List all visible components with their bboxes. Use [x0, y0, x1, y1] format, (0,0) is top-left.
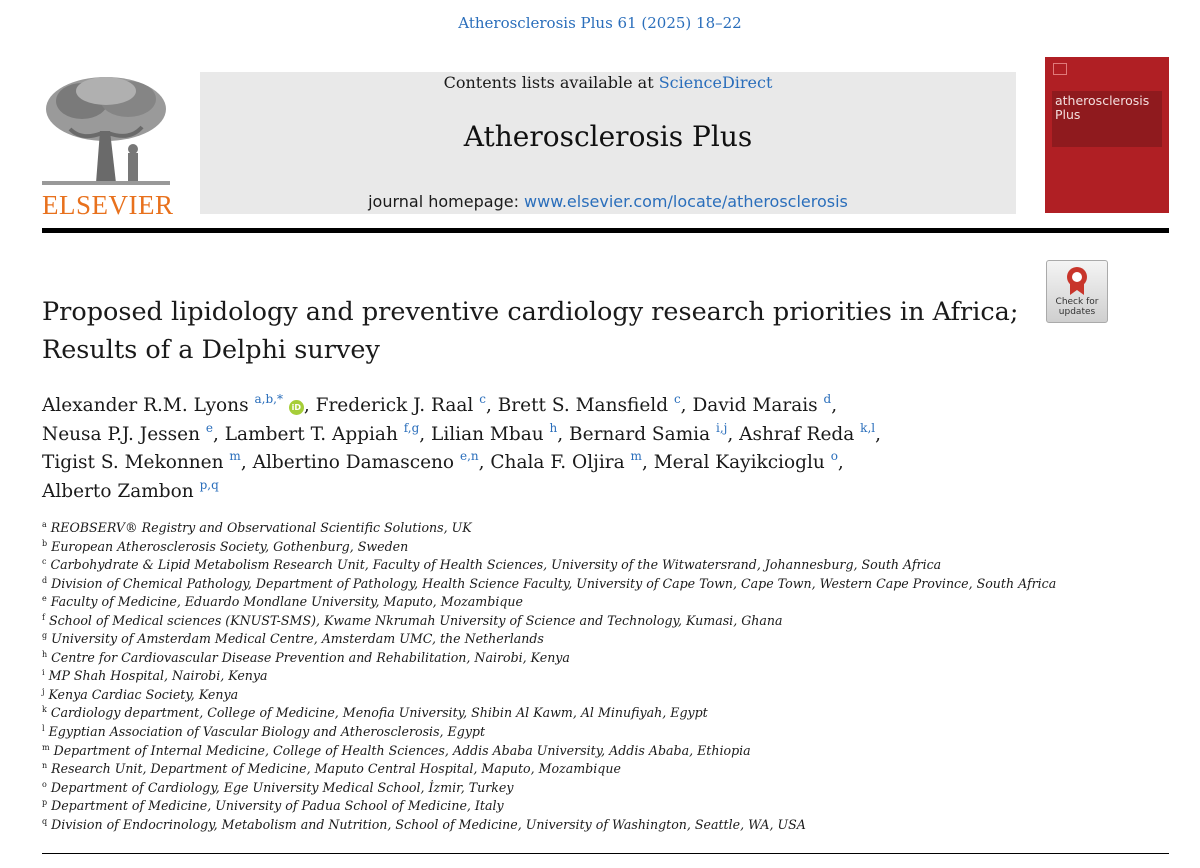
affiliation-item — [42, 667, 1162, 686]
affiliation-item — [42, 649, 1162, 668]
article-title-line-2: Results of a Delphi survey — [42, 335, 380, 365]
affiliation-key: c — [42, 557, 47, 567]
author-affiliation-link[interactable]: d — [823, 392, 832, 406]
affiliation-text: Faculty of Medicine, Eduardo Mondlane University, Maputo, Mozambique — [50, 594, 523, 610]
author-list: Alexander R.M. Lyons $^{a,b,*}$ iD , Frederick J. Raal $^c$, Brett S. Mansfield $^c$, David Marais $^d$, Neusa P.J. Jessen $^e$, Lambert T. Appiah $^{f,g}$, Lilian Mbau $^h$, Bernard Samia $^{i,j}$, Ashraf Reda $^{k,l}$, Tigist S. Mekonnen $^m$, Albertino Damasceno $^{e,n}$, Chala F. Oljira $^m$, Meral Kayikcioglu $^o$, Alberto Zambon $^{p,q}$ — [42, 392, 881, 502]
sciencedirect-link[interactable]: ScienceDirect — [658, 73, 773, 92]
affiliation-key: p — [42, 798, 48, 808]
author-affiliation-link[interactable]: c — [479, 392, 486, 406]
affiliation-key: j — [42, 686, 45, 696]
affiliation-key: h — [42, 649, 48, 659]
orcid-icon[interactable]: iD — [289, 400, 304, 415]
affiliation-item — [42, 519, 1162, 538]
author-affiliation-link[interactable]: m — [229, 449, 241, 463]
affiliation-key: o — [42, 779, 47, 789]
affiliation-key: f — [42, 612, 45, 622]
affiliation-text: MP Shah Hospital, Nairobi, Kenya — [48, 668, 268, 684]
affiliation-text: Department of Medicine, University of Padua School of Medicine, Italy — [51, 798, 504, 814]
author-affiliation-link[interactable]: e,n — [459, 449, 479, 463]
author-name[interactable]: Albertino Damasceno — [252, 452, 455, 473]
affiliation-text: European Atherosclerosis Society, Gothenburg, Sweden — [51, 538, 409, 554]
author-affiliation-link[interactable]: i,j — [716, 420, 728, 435]
contents-prefix: Contents lists available at — [443, 73, 659, 92]
journal-homepage-link[interactable]: www.elsevier.com/locate/atherosclerosis — [524, 192, 848, 211]
author-name[interactable]: Lambert T. Appiah — [224, 423, 398, 445]
affiliation-text: School of Medical sciences (KNUST-SMS), Kwame Nkrumah University of Science and Technology, Kumasi, Ghana — [48, 612, 783, 628]
affiliation-list — [42, 519, 1162, 834]
journal-title: Atherosclerosis Plus — [463, 120, 753, 153]
affiliation-key: l — [42, 724, 45, 734]
affiliation-key: m — [42, 742, 50, 752]
author-affiliation-link[interactable]: o — [830, 449, 838, 463]
affiliation-text: Kenya Cardiac Society, Kenya — [48, 686, 239, 702]
author-name[interactable]: Frederick J. Raal — [315, 395, 474, 416]
homepage-line — [200, 192, 1016, 211]
affiliation-text: Research Unit, Department of Medicine, Maputo Central Hospital, Maputo, Mozambique — [51, 761, 621, 777]
affiliation-text: Division of Endocrinology, Metabolism and Nutrition, School of Medicine, University of Washington, Seattle, WA, USA — [51, 816, 806, 832]
affiliation-text: Division of Chemical Pathology, Department of Pathology, Health Science Faculty, University of Cape Town, Cape Town, Western Cape Province, South Africa — [51, 575, 1057, 591]
affiliation-text: Cardiology department, College of Medicine, Menofia University, Shibin Al Kawm, Al Minufiyah, Egypt — [50, 705, 708, 721]
affiliation-item — [42, 612, 1162, 631]
affiliation-item — [42, 816, 1162, 835]
affiliation-key: e — [42, 594, 47, 604]
author-name[interactable]: Tigist S. Mekonnen — [42, 452, 224, 473]
badge-line-2: updates — [1058, 307, 1096, 317]
affiliation-key: g — [42, 631, 48, 641]
affiliation-item — [42, 538, 1162, 557]
affiliation-item — [42, 797, 1162, 816]
badge-line-1: Check for — [1055, 297, 1099, 307]
affiliation-key: a — [42, 520, 47, 529]
check-for-updates-button[interactable] — [1046, 260, 1108, 323]
article-title — [42, 293, 1032, 369]
author-name[interactable]: Bernard Samia — [569, 423, 711, 445]
affiliation-item — [42, 593, 1162, 612]
affiliation-key: i — [42, 668, 45, 678]
journal-cover-thumbnail[interactable] — [1045, 57, 1169, 213]
author-affiliation-link[interactable]: m — [630, 449, 642, 463]
homepage-prefix: journal homepage: — [368, 192, 525, 211]
check-for-updates-label — [1047, 297, 1107, 317]
author-name[interactable]: Brett S. Mansfield — [497, 395, 669, 416]
cover-title: atherosclerosis Plus — [1055, 93, 1150, 122]
author-affiliation-link[interactable]: h — [549, 420, 558, 435]
author-affiliation-link[interactable]: f,g — [403, 420, 420, 435]
affiliation-key: d — [42, 575, 48, 585]
affiliation-item — [42, 779, 1162, 798]
affiliation-text: Centre for Cardiovascular Disease Prevention and Rehabilitation, Nairobi, Kenya — [51, 649, 570, 665]
author-affiliation-link[interactable]: e — [205, 420, 213, 435]
author-affiliation-link[interactable]: a,b,* — [254, 392, 283, 406]
elsevier-wordmark: ELSEVIER — [42, 190, 174, 220]
affiliation-item — [42, 760, 1162, 779]
author-name[interactable]: Lilian Mbau — [431, 423, 544, 445]
author-affiliation-link[interactable]: p,q — [199, 477, 219, 492]
author-affiliation-link[interactable]: k,l — [860, 420, 876, 435]
affiliation-item — [42, 723, 1162, 742]
affiliation-key: b — [42, 538, 48, 548]
header-rule — [42, 228, 1169, 233]
affiliation-item — [42, 742, 1162, 761]
bottom-rule — [42, 853, 1169, 854]
affiliation-text: Department of Cardiology, Ege University Medical School, İzmir, Turkey — [50, 779, 514, 795]
affiliation-item — [42, 630, 1162, 649]
contents-line — [200, 73, 1016, 92]
article-title-line-1: Proposed lipidology and preventive cardiology research priorities in Africa; — [42, 297, 1019, 327]
author-name[interactable]: David Marais — [692, 395, 818, 416]
affiliation-text: REOBSERV® Registry and Observational Scientific Solutions, UK — [50, 520, 472, 535]
author-name[interactable]: Alexander R.M. Lyons — [42, 395, 249, 416]
journal-citation[interactable]: Atherosclerosis Plus 61 (2025) 18–22 — [458, 14, 742, 32]
cover-logo-icon — [1053, 63, 1067, 75]
journal-banner — [200, 72, 1016, 214]
author-name[interactable]: Alberto Zambon — [42, 480, 194, 502]
author-name[interactable]: Neusa P.J. Jessen — [42, 423, 200, 445]
affiliation-text: Carbohydrate & Lipid Metabolism Research Unit, Faculty of Health Sciences, University of the Witwatersrand, Johannesburg, South Africa — [50, 557, 942, 573]
affiliation-item — [42, 575, 1162, 594]
affiliation-text: University of Amsterdam Medical Centre, Amsterdam UMC, the Netherlands — [51, 631, 544, 647]
bookmark-ribbon-icon — [1066, 266, 1088, 296]
author-affiliation-link[interactable]: c — [673, 392, 681, 406]
affiliation-key: q — [42, 816, 48, 826]
affiliation-text: Department of Internal Medicine, College of Health Sciences, Addis Ababa University, Addis Ababa, Ethiopia — [53, 742, 751, 758]
affiliation-item — [42, 704, 1162, 723]
affiliation-key: n — [42, 761, 48, 771]
affiliation-item — [42, 556, 1162, 575]
author-name[interactable]: Chala F. Oljira — [490, 452, 625, 473]
affiliation-text: Egyptian Association of Vascular Biology and Atherosclerosis, Egypt — [48, 724, 486, 740]
author-name[interactable]: Ashraf Reda — [739, 423, 855, 445]
author-name[interactable]: Meral Kayikcioglu — [653, 452, 825, 473]
affiliation-item — [42, 686, 1162, 705]
affiliation-key: k — [42, 705, 47, 715]
